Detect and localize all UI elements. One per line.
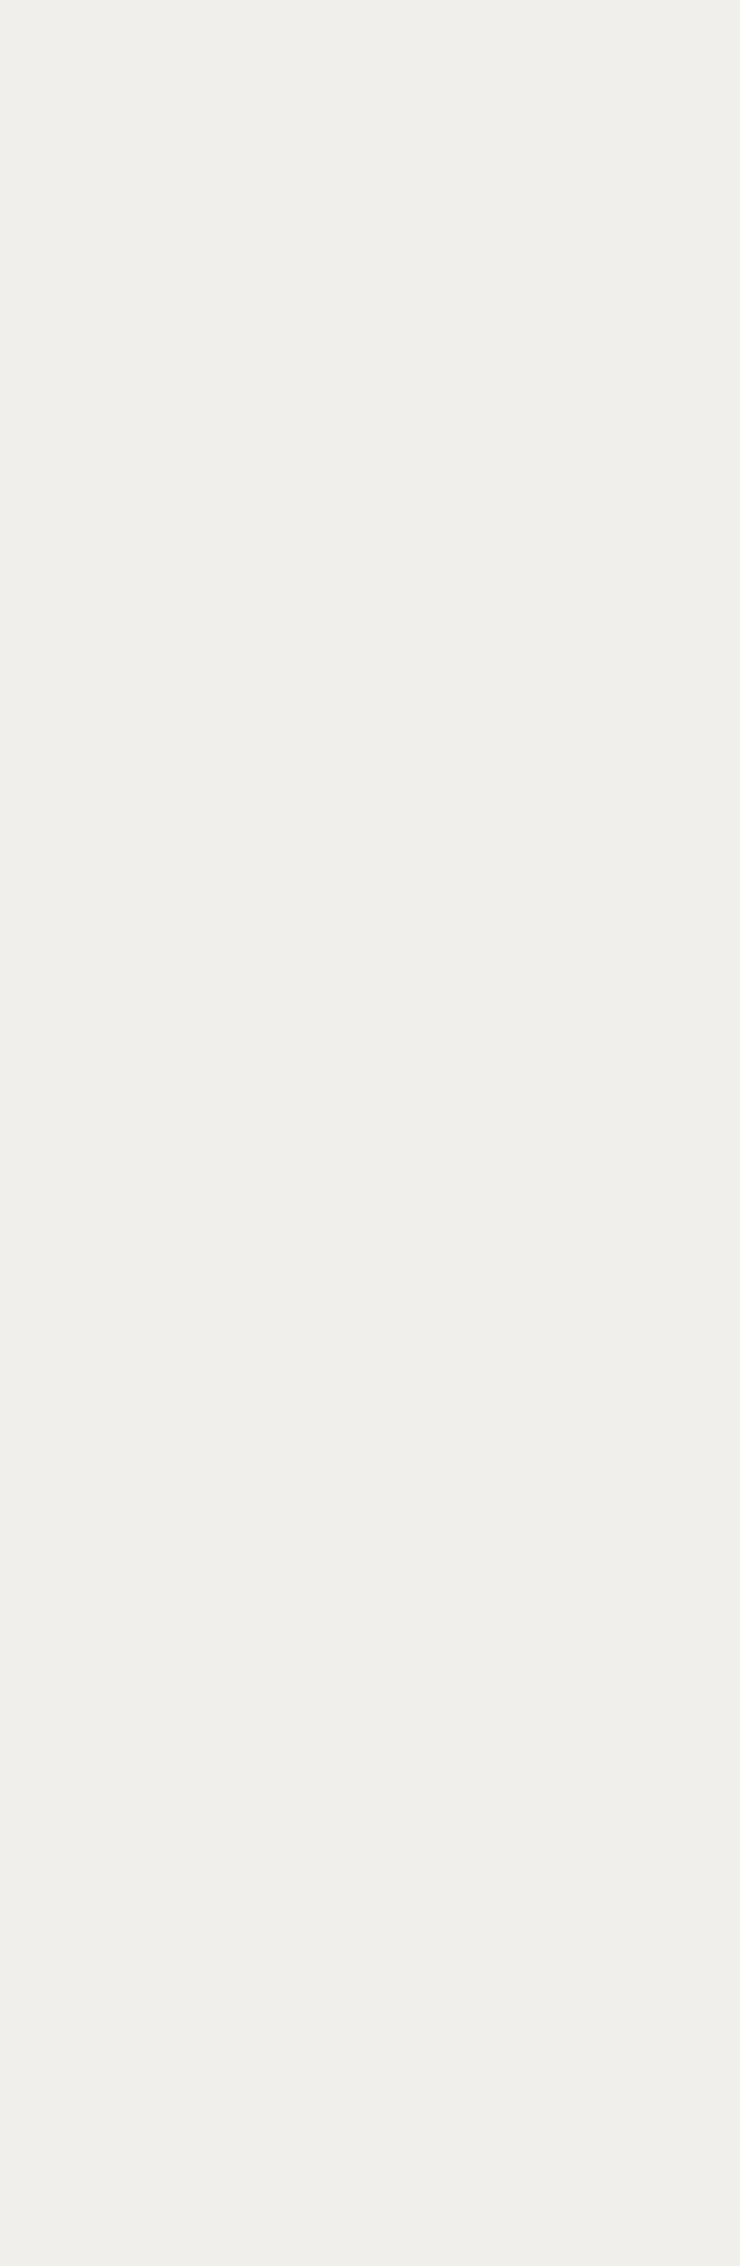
- chart-plot-area: [24, 32, 732, 303]
- viscosity-correction-chart: [6, 32, 732, 303]
- chart-canvas: [24, 32, 724, 300]
- document-page: [0, 0, 740, 333]
